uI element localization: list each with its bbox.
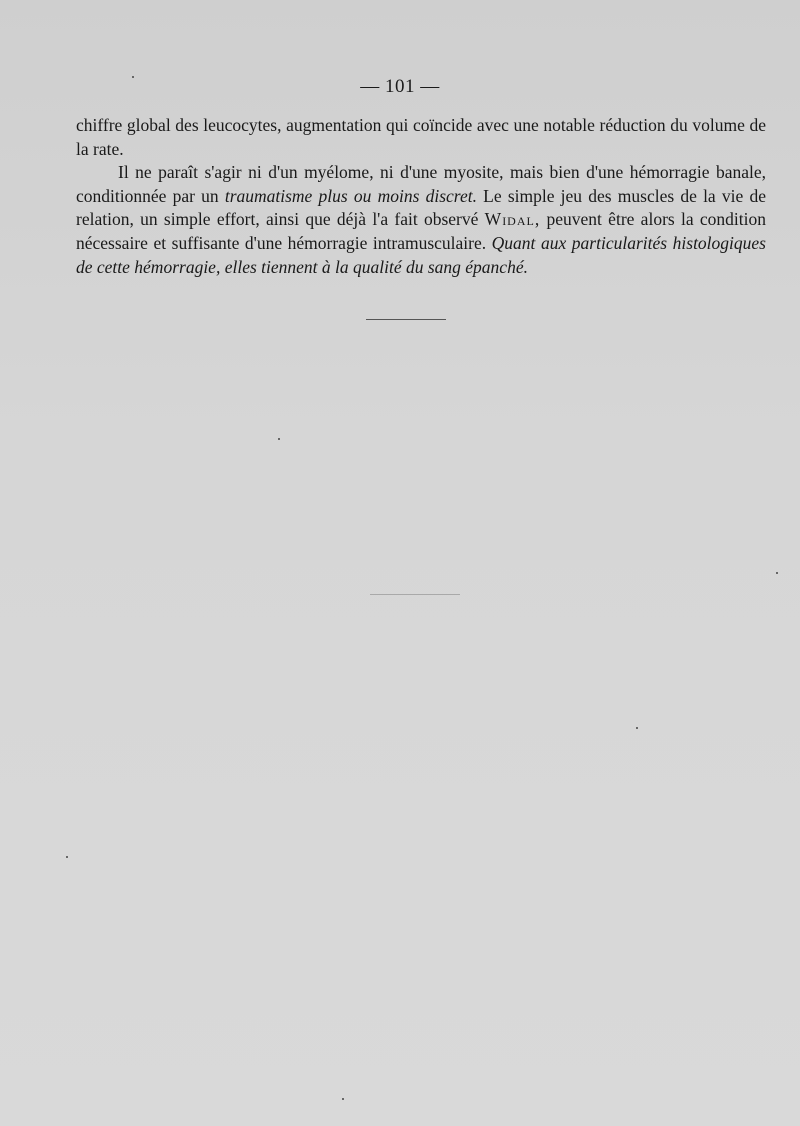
paragraph-text-3: peuvent être alors la condition nécessaire et suffisante d'une hémorragie intramusculaire.: [76, 209, 766, 253]
bleed-through-heading: [76, 394, 766, 416]
faint-divider: [370, 594, 460, 595]
page-number: — 101 —: [360, 76, 440, 97]
paragraph-hemorrhage: [76, 161, 766, 279]
paragraph-continued: chiffre global des leucocytes, augmentation qui coïncide avec une notable réduction du volume de la rate.: [76, 115, 766, 159]
paper-speck: [132, 76, 134, 78]
paragraph-text-1: Il ne paraît s'agir ni d'un myélome, ni d'une myosite, mais bien d'une hémorragie banale, conditionnée par un: [76, 162, 766, 206]
section-divider: [366, 319, 446, 320]
italic-sentence-histology: Quant aux particularités histologiques de cette hémorragie, elles tiennent à la qualité du sang épanché.: [76, 232, 766, 277]
italic-phrase-traumatisme: traumatisme plus ou moins discret.: [224, 185, 477, 206]
paper-speck: [342, 1098, 344, 1100]
paper-speck: [776, 572, 778, 574]
bleed-through-subheading: [76, 455, 766, 477]
paper-speck: [66, 856, 68, 858]
paper-speck: [636, 727, 638, 729]
paragraph-text-2: Le simple jeu des muscles de la vie de relation, un simple effort, ainsi que déjà l'a fait observé: [76, 185, 766, 230]
author-name-widal: Widal,: [484, 209, 541, 230]
paper-speck: [278, 438, 280, 440]
body-text: [76, 114, 766, 279]
